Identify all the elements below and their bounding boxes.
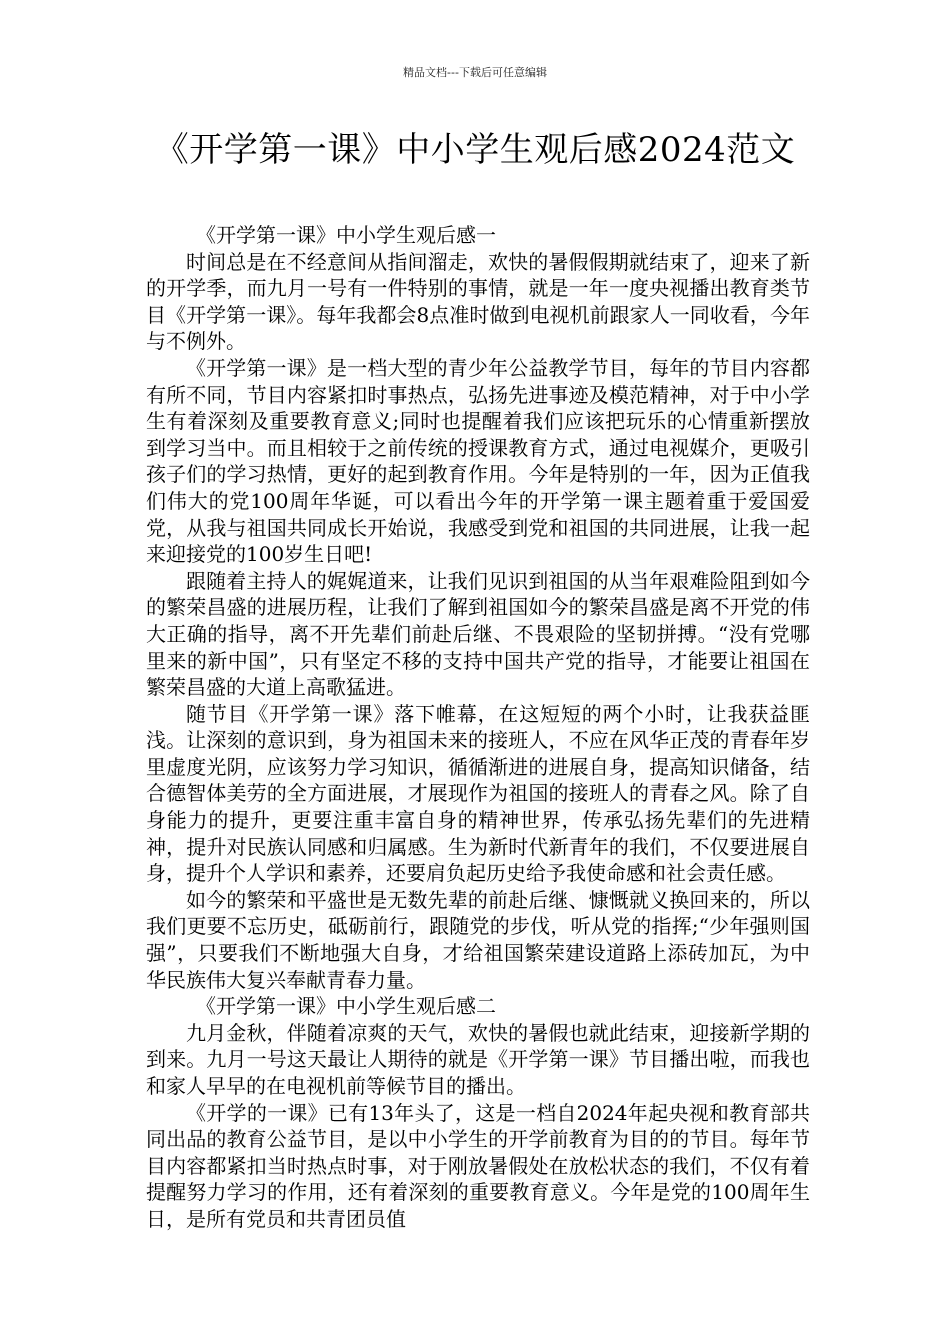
paragraph: 《开学第一课》是一档大型的青少年公益教学节目，每年的节目内容都有所不同，节目内容紧扣时事热点，弘扬先进事迹及模范精神，对于中小学生有着深刻及重要教育意义;同时也提醒着我们应该把玩乐的心情重新摆放到学习当中。而且相较于之前传统的授课教育方式，通过电视媒介，更吸引孩子们的学习热情，更好的起到教育作用。今年是特别的一年，因为正值我们伟大的党100周年华诞，可以看出今年的开学第一课主题着重于爱国爱党，从我与祖国共同成长开始说，我感受到党和祖国的共同进展，让我一起来迎接党的100岁生日吧!	[146, 355, 810, 567]
section-heading-1: 《开学第一课》中小学生观后感一	[196, 223, 496, 247]
paragraph: 《开学的一课》已有13年头了，这是一档自2024年起央视和教育部共同出品的教育公益节目，是以中小学生的开学前教育为目的的节目。每年节目内容都紧扣当时热点时事，对于刚放暑假处在放松状态的我们，不仅有着提醒努力学习的作用，还有着深刻的重要教育意义。今年是党的100周年生日，是所有党员和共青团员值	[146, 1100, 810, 1231]
document-body	[146, 222, 810, 1233]
paragraph: 时间总是在不经意间从指间溜走，欢快的暑假假期就结束了，迎来了新的开学季，而九月一号有一件特别的事情，就是一年一度央视播出教育类节目《开学第一课》。每年我都会8点准时做到电视机前跟家人一同收看，今年与不例外。	[146, 249, 810, 354]
paragraph: 随节目《开学第一课》落下帷幕，在这短短的两个小时，让我获益匪浅。让深刻的意识到，身为祖国未来的接班人，不应在风华正茂的青春年岁里虚度光阴，应该努力学习知识，循循渐进的进展自身，提高知识储备，结合德智体美劳的全方面进展，才展现作为祖国的接班人的青春之风。除了自身能力的提升，更要注重丰富自身的精神世界，传承弘扬先辈们的先进精神，提升对民族认同感和归属感。生为新时代新青年的我们，不仅要进展自身，提升个人学识和素养，还要肩负起历史给予我使命感和社会责任感。	[146, 701, 810, 886]
document-title: 《开学第一课》中小学生观后感2024范文	[154, 130, 796, 170]
paragraph: 跟随着主持人的娓娓道来，让我们见识到祖国的从当年艰难险阻到如今的繁荣昌盛的进展历程，让我们了解到祖国如今的繁荣昌盛是离不开党的伟大正确的指导，离不开先辈们前赴后继、不畏艰险的坚韧拼搏。“没有党哪里来的新中国”，只有坚定不移的支持中国共产党的指导，才能要让祖国在繁荣昌盛的大道上高歌猛进。	[146, 568, 810, 700]
paragraph: 九月金秋，伴随着凉爽的天气，欢快的暑假也就此结束，迎接新学期的到来。九月一号这天最让人期待的就是《开学第一课》节目播出啦，而我也和家人早早的在电视机前等候节目的播出。	[146, 1020, 810, 1098]
section-heading-2: 《开学第一课》中小学生观后感二	[196, 994, 496, 1019]
header-note: 精品文档---下载后可任意编辑	[403, 66, 547, 79]
paragraph: 如今的繁荣和平盛世是无数先辈的前赴后继、慷慨就义换回来的，所以我们更要不忘历史，砥砺前行，跟随党的步伐，听从党的指挥;“少年强则国强”，只要我们不断地强大自身，才给祖国繁荣建设道路上添砖加瓦，为中华民族伟大复兴奉献青春力量。	[146, 887, 810, 992]
